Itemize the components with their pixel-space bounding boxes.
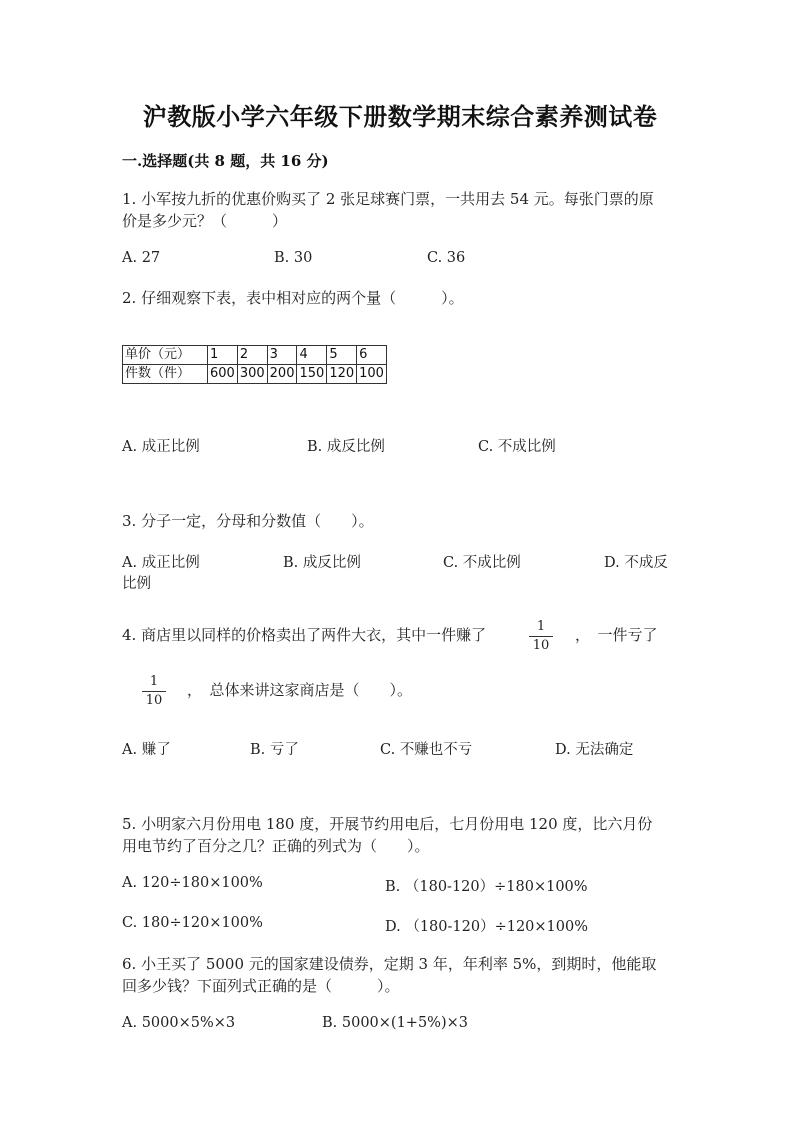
fraction-one-tenth — [529, 620, 553, 653]
fraction-one-tenth — [142, 675, 166, 708]
question-1-line-1: 1. 小军按九折的优惠价购买了 2 张足球赛门票，一共用去 54 元。每张门票的原 — [122, 190, 654, 208]
q3-option-b: B. 成反比例 — [283, 555, 361, 571]
section-heading: 一.选择题(共 8 题，共 16 分) — [122, 152, 329, 170]
q6-option-b: B. 5000×(1+5%)×3 — [322, 1015, 468, 1031]
price-quantity-table — [122, 345, 387, 384]
table-cell: 单价（元） — [123, 346, 208, 365]
question-4-part-2: ， 一件亏了 — [575, 626, 658, 644]
fraction-denominator: 10 — [145, 693, 163, 708]
q1-option-b: B. 30 — [274, 250, 313, 266]
q4-option-c: C. 不赚也不亏 — [380, 742, 473, 758]
question-1-line-2: 价是多少元？（ ） — [122, 212, 288, 230]
table-row — [123, 365, 387, 384]
question-4-part-1: 4. 商店里以同样的价格卖出了两件大衣，其中一件赚了 — [122, 626, 487, 644]
page-title: 沪教版小学六年级下册数学期末综合素养测试卷 — [142, 102, 658, 131]
table-cell: 件数（件） — [123, 365, 208, 384]
q5-option-a: A. 120÷180×100% — [122, 875, 263, 891]
table-cell: 100 — [357, 365, 387, 384]
fraction-bar — [142, 691, 166, 692]
table-cell: 600 — [208, 365, 238, 384]
table-cell: 2 — [237, 346, 267, 365]
q2-option-b: B. 成反比例 — [307, 439, 385, 455]
question-6-line-2: 回多少钱？下面列式正确的是（ ）。 — [122, 977, 400, 995]
table-cell: 6 — [357, 346, 387, 365]
question-5-line-1: 5. 小明家六月份用电 180 度，开展节约用电后，七月份用电 120 度，比六月份 — [122, 815, 653, 833]
q3-option-c: C. 不成比例 — [443, 555, 521, 571]
question-3-text: 3. 分子一定，分母和分数值（ ）。 — [122, 512, 374, 530]
q6-option-a: A. 5000×5%×3 — [122, 1015, 236, 1031]
table-cell: 300 — [237, 365, 267, 384]
fraction-numerator: 1 — [536, 619, 546, 634]
q4-option-d: D. 无法确定 — [555, 742, 634, 758]
q5-option-c: C. 180÷120×100% — [122, 915, 263, 931]
table-cell: 4 — [297, 346, 327, 365]
q4-option-a: A. 赚了 — [122, 742, 171, 758]
q2-option-c: C. 不成比例 — [478, 439, 556, 455]
fraction-bar — [529, 636, 553, 637]
q5-option-b: B. （180-120）÷180×100% — [385, 879, 588, 895]
question-4-part-3: ， 总体来讲这家商店是（ ）。 — [187, 681, 413, 699]
question-5-line-2: 用电节约了百分之几？正确的列式为（ ）。 — [122, 837, 430, 855]
fraction-numerator: 1 — [149, 674, 159, 689]
table-cell: 3 — [267, 346, 297, 365]
table-cell: 5 — [327, 346, 357, 365]
table-cell: 120 — [327, 365, 357, 384]
q3-option-d-continued: 比例 — [122, 576, 151, 592]
table-cell: 1 — [208, 346, 238, 365]
table-row — [123, 346, 387, 365]
q1-option-c: C. 36 — [427, 250, 466, 266]
table-cell: 150 — [297, 365, 327, 384]
q3-option-a: A. 成正比例 — [122, 555, 200, 571]
q3-option-d: D. 不成反 — [604, 555, 668, 571]
q4-option-b: B. 亏了 — [250, 742, 299, 758]
table-cell: 200 — [267, 365, 297, 384]
q5-option-d: D. （180-120）÷120×100% — [385, 919, 589, 935]
fraction-denominator: 10 — [532, 638, 550, 653]
q1-option-a: A. 27 — [122, 250, 161, 266]
q2-option-a: A. 成正比例 — [122, 439, 200, 455]
question-6-line-1: 6. 小王买了 5000 元的国家建设债券，定期 3 年，年利率 5%，到期时，他能取 — [122, 955, 657, 973]
question-2-text: 2. 仔细观察下表，表中相对应的两个量（ ）。 — [122, 289, 464, 307]
